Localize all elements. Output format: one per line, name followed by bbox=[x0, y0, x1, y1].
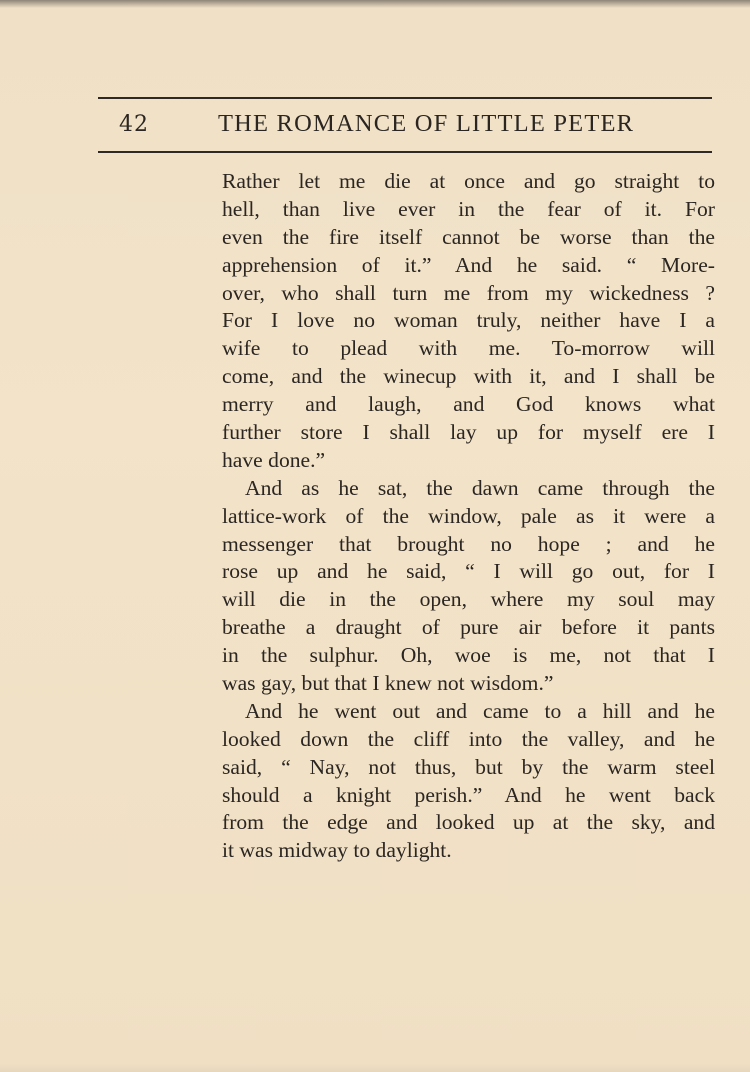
text-line: Rather let me die at once and go straight to bbox=[222, 169, 715, 193]
text-line: lattice-work of the window, pale as it were a bbox=[222, 503, 715, 528]
running-head: THE ROMANCE OF LITTLE PETER bbox=[218, 110, 635, 137]
paragraph-1 bbox=[222, 168, 715, 475]
text-line: it was midway to daylight. bbox=[222, 838, 452, 863]
header-rule-top bbox=[98, 97, 712, 99]
text-line: merry and laugh, and God knows what bbox=[222, 392, 715, 417]
text-line: messenger that brought no hope ; and he bbox=[222, 531, 715, 556]
text-line: further store I shall lay up for myself ere I bbox=[222, 420, 715, 445]
text-line: should a knight perish.” And he went back bbox=[222, 782, 715, 807]
text-line: looked down the cliff into the valley, and he bbox=[222, 726, 715, 751]
text-line: in the sulphur. Oh, woe is me, not that I bbox=[222, 643, 715, 668]
text-line: hell, than live ever in the fear of it. For bbox=[222, 196, 715, 221]
text-line: wife to plead with me. To-morrow will bbox=[222, 336, 715, 361]
text-line: said, “ Nay, not thus, but by the warm steel bbox=[222, 754, 715, 779]
text-line: have done.” bbox=[222, 447, 326, 472]
text-line: rose up and he said, “ I will go out, for I bbox=[222, 559, 715, 584]
body-text bbox=[222, 168, 715, 865]
text-line: For I love no woman truly, neither have I a bbox=[222, 308, 715, 333]
text-line: come, and the winecup with it, and I shall be bbox=[222, 364, 715, 389]
text-line: And he went out and came to a hill and he bbox=[245, 698, 715, 723]
paragraph-2 bbox=[222, 475, 715, 698]
text-line: will die in the open, where my soul may bbox=[222, 587, 715, 612]
text-line: from the edge and looked up at the sky, and bbox=[222, 810, 715, 835]
header-rule-bottom bbox=[98, 151, 712, 153]
paragraph-3 bbox=[222, 698, 715, 865]
page-number: 42 bbox=[119, 112, 149, 137]
text-line: over, who shall turn me from my wickedness ? bbox=[222, 280, 715, 305]
text-line: even the fire itself cannot be worse than the bbox=[222, 224, 715, 249]
text-line: was gay, but that I knew not wisdom.” bbox=[222, 671, 554, 696]
text-line: breathe a draught of pure air before it pants bbox=[222, 615, 715, 640]
text-line: And as he sat, the dawn came through the bbox=[245, 475, 715, 500]
text-line: apprehension of it.” And he said. “ More- bbox=[222, 252, 715, 277]
page-bottom-edge bbox=[0, 1064, 750, 1072]
page-top-edge bbox=[0, 0, 750, 8]
